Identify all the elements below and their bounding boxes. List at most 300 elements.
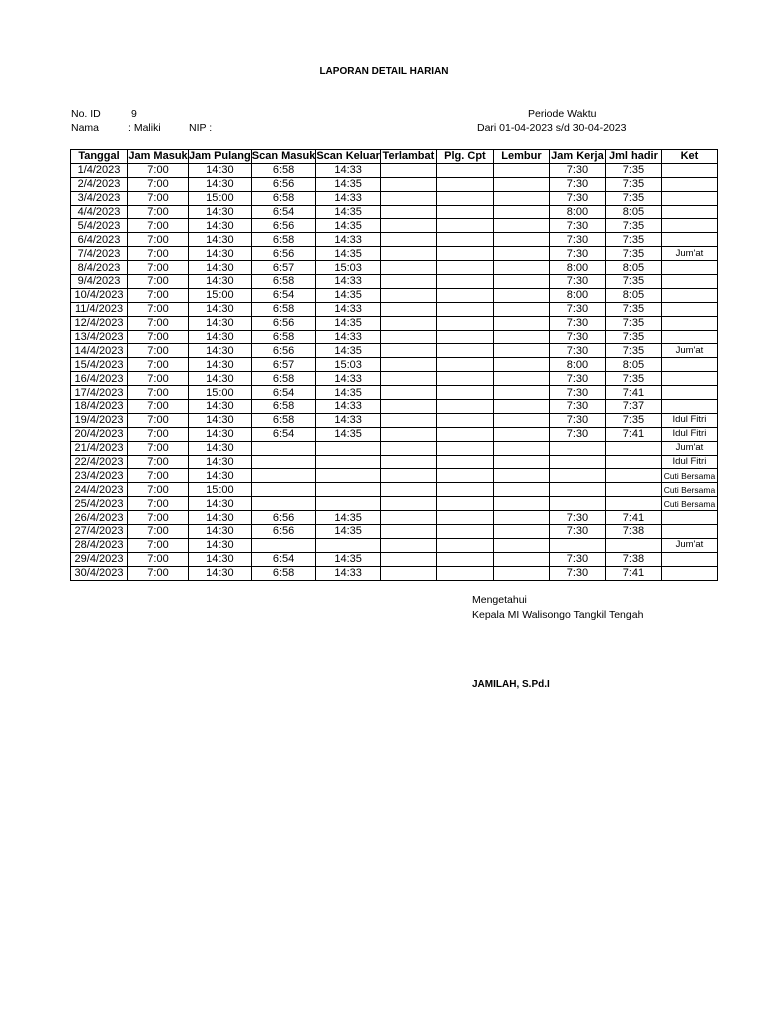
cell-jam-pulang: 14:30: [189, 316, 252, 330]
cell-ket: [661, 372, 717, 386]
report-title: LAPORAN DETAIL HARIAN: [319, 66, 449, 77]
cell-jml-hadir: 7:38: [605, 525, 661, 539]
table-row: [71, 316, 718, 330]
table-row: [71, 566, 718, 580]
col-header-lembur: Lembur: [493, 150, 549, 164]
cell-jam-kerja: 8:00: [549, 358, 605, 372]
cell-scan-keluar: 14:33: [316, 163, 381, 177]
cell-jam-pulang: 14:30: [189, 219, 252, 233]
cell-jam-masuk: 7:00: [128, 247, 189, 261]
cell-lembur: [493, 441, 549, 455]
cell-terlambat: [380, 163, 436, 177]
cell-jam-masuk: 7:00: [128, 205, 189, 219]
cell-terlambat: [380, 511, 436, 525]
cell-scan-keluar: 14:33: [316, 191, 381, 205]
cell-tanggal: 15/4/2023: [71, 358, 128, 372]
cell-scan-keluar: 14:33: [316, 372, 381, 386]
cell-plg-cpt: [436, 538, 493, 552]
cell-tanggal: 16/4/2023: [71, 372, 128, 386]
cell-jam-kerja: 7:30: [549, 233, 605, 247]
col-header-terlambat: Terlambat: [380, 150, 436, 164]
cell-ket: [661, 163, 717, 177]
cell-scan-masuk: 6:58: [251, 372, 316, 386]
cell-jam-masuk: 7:00: [128, 427, 189, 441]
cell-jam-kerja: 7:30: [549, 400, 605, 414]
cell-jam-kerja: 7:30: [549, 177, 605, 191]
cell-jam-pulang: 14:30: [189, 344, 252, 358]
signature-position: Kepala MI Walisongo Tangkil Tengah: [472, 609, 644, 621]
cell-tanggal: 26/4/2023: [71, 511, 128, 525]
cell-tanggal: 20/4/2023: [71, 427, 128, 441]
cell-terlambat: [380, 344, 436, 358]
cell-plg-cpt: [436, 511, 493, 525]
table-row: [71, 372, 718, 386]
cell-plg-cpt: [436, 400, 493, 414]
cell-tanggal: 18/4/2023: [71, 400, 128, 414]
cell-terlambat: [380, 441, 436, 455]
cell-scan-masuk: 6:58: [251, 413, 316, 427]
cell-tanggal: 27/4/2023: [71, 525, 128, 539]
cell-plg-cpt: [436, 358, 493, 372]
cell-terlambat: [380, 191, 436, 205]
cell-jml-hadir: 7:35: [605, 247, 661, 261]
cell-tanggal: 12/4/2023: [71, 316, 128, 330]
cell-lembur: [493, 205, 549, 219]
cell-jam-masuk: 7:00: [128, 358, 189, 372]
cell-tanggal: 17/4/2023: [71, 386, 128, 400]
col-header-jml-hadir: Jml hadir: [605, 150, 661, 164]
table-row: [71, 497, 718, 511]
cell-terlambat: [380, 386, 436, 400]
cell-terlambat: [380, 525, 436, 539]
cell-lembur: [493, 330, 549, 344]
cell-jml-hadir: 7:38: [605, 552, 661, 566]
cell-lembur: [493, 552, 549, 566]
table-row: [71, 455, 718, 469]
cell-lembur: [493, 525, 549, 539]
cell-jam-pulang: 14:30: [189, 441, 252, 455]
cell-jml-hadir: 7:35: [605, 275, 661, 289]
cell-scan-keluar: 14:35: [316, 219, 381, 233]
cell-jam-masuk: 7:00: [128, 288, 189, 302]
period-value: Dari 01-04-2023 s/d 30-04-2023: [477, 122, 627, 134]
cell-ket: [661, 177, 717, 191]
cell-terlambat: [380, 288, 436, 302]
cell-lembur: [493, 163, 549, 177]
cell-scan-keluar: 14:33: [316, 302, 381, 316]
cell-scan-masuk: 6:54: [251, 427, 316, 441]
cell-jam-masuk: 7:00: [128, 469, 189, 483]
cell-tanggal: 30/4/2023: [71, 566, 128, 580]
cell-jam-masuk: 7:00: [128, 483, 189, 497]
cell-jam-masuk: 7:00: [128, 344, 189, 358]
cell-plg-cpt: [436, 497, 493, 511]
cell-tanggal: 24/4/2023: [71, 483, 128, 497]
table-row: [71, 233, 718, 247]
cell-jml-hadir: 7:35: [605, 413, 661, 427]
cell-lembur: [493, 191, 549, 205]
cell-ket: [661, 511, 717, 525]
cell-tanggal: 4/4/2023: [71, 205, 128, 219]
cell-jam-kerja: 7:30: [549, 511, 605, 525]
cell-jml-hadir: 7:35: [605, 372, 661, 386]
cell-jml-hadir: 7:41: [605, 386, 661, 400]
table-row: [71, 386, 718, 400]
cell-ket: Idul Fitri: [661, 413, 717, 427]
cell-scan-masuk: 6:58: [251, 566, 316, 580]
cell-terlambat: [380, 538, 436, 552]
cell-scan-keluar: 14:35: [316, 316, 381, 330]
cell-tanggal: 3/4/2023: [71, 191, 128, 205]
cell-plg-cpt: [436, 233, 493, 247]
table-row: [71, 358, 718, 372]
cell-lembur: [493, 427, 549, 441]
cell-jam-pulang: 14:30: [189, 511, 252, 525]
cell-jam-pulang: 14:30: [189, 330, 252, 344]
cell-jml-hadir: 7:41: [605, 511, 661, 525]
cell-plg-cpt: [436, 302, 493, 316]
cell-lembur: [493, 344, 549, 358]
cell-ket: [661, 358, 717, 372]
cell-jam-kerja: 7:30: [549, 386, 605, 400]
col-header-jam-masuk: Jam Masuk: [128, 150, 188, 163]
cell-jam-masuk: 7:00: [128, 261, 189, 275]
cell-jam-kerja: 8:00: [549, 261, 605, 275]
cell-jam-pulang: 14:30: [189, 163, 252, 177]
cell-ket: [661, 233, 717, 247]
cell-jam-pulang: 14:30: [189, 177, 252, 191]
cell-lembur: [493, 177, 549, 191]
cell-jam-pulang: 14:30: [189, 413, 252, 427]
cell-ket: [661, 275, 717, 289]
cell-tanggal: 2/4/2023: [71, 177, 128, 191]
col-header-jam-pulang: Jam Pulang: [189, 150, 251, 163]
cell-jam-pulang: 15:00: [189, 288, 252, 302]
cell-jam-masuk: 7:00: [128, 552, 189, 566]
cell-terlambat: [380, 497, 436, 511]
cell-lembur: [493, 413, 549, 427]
cell-jml-hadir: 7:35: [605, 344, 661, 358]
cell-scan-masuk: 6:54: [251, 552, 316, 566]
cell-jam-pulang: 14:30: [189, 302, 252, 316]
cell-scan-masuk: [251, 483, 316, 497]
cell-ket: Cuti Bersama: [661, 469, 717, 483]
cell-jam-pulang: 14:30: [189, 233, 252, 247]
cell-ket: Jum'at: [661, 441, 717, 455]
cell-jam-pulang: 14:30: [189, 469, 252, 483]
cell-scan-masuk: [251, 538, 316, 552]
cell-terlambat: [380, 358, 436, 372]
cell-terlambat: [380, 233, 436, 247]
cell-scan-masuk: 6:56: [251, 177, 316, 191]
cell-plg-cpt: [436, 441, 493, 455]
cell-terlambat: [380, 261, 436, 275]
cell-scan-keluar: 14:35: [316, 386, 381, 400]
cell-jam-masuk: 7:00: [128, 413, 189, 427]
cell-scan-keluar: 14:35: [316, 511, 381, 525]
cell-plg-cpt: [436, 552, 493, 566]
cell-jam-kerja: 7:30: [549, 344, 605, 358]
table-row: [71, 400, 718, 414]
cell-plg-cpt: [436, 177, 493, 191]
table-row: [71, 288, 718, 302]
cell-terlambat: [380, 219, 436, 233]
cell-lembur: [493, 400, 549, 414]
cell-scan-masuk: [251, 469, 316, 483]
cell-jam-kerja: 7:30: [549, 552, 605, 566]
col-header-tanggal: Tanggal: [71, 150, 128, 164]
cell-plg-cpt: [436, 427, 493, 441]
cell-scan-masuk: 6:58: [251, 330, 316, 344]
cell-jam-kerja: [549, 538, 605, 552]
cell-jml-hadir: 8:05: [605, 288, 661, 302]
cell-lembur: [493, 538, 549, 552]
table-row: [71, 525, 718, 539]
cell-tanggal: 14/4/2023: [71, 344, 128, 358]
cell-scan-keluar: 14:35: [316, 247, 381, 261]
cell-tanggal: 19/4/2023: [71, 413, 128, 427]
cell-jam-masuk: 7:00: [128, 441, 189, 455]
cell-jam-pulang: 14:30: [189, 400, 252, 414]
cell-terlambat: [380, 455, 436, 469]
cell-jam-kerja: 7:30: [549, 427, 605, 441]
cell-jam-kerja: 8:00: [549, 288, 605, 302]
cell-jam-masuk: 7:00: [128, 191, 189, 205]
cell-scan-masuk: 6:56: [251, 247, 316, 261]
cell-plg-cpt: [436, 372, 493, 386]
cell-scan-masuk: 6:58: [251, 163, 316, 177]
cell-jml-hadir: 7:41: [605, 427, 661, 441]
cell-ket: [661, 525, 717, 539]
cell-scan-masuk: [251, 455, 316, 469]
col-header-scan-keluar: Scan Keluar: [316, 150, 380, 163]
cell-plg-cpt: [436, 261, 493, 275]
table-row: [71, 275, 718, 289]
cell-scan-keluar: 14:33: [316, 566, 381, 580]
cell-jam-pulang: 14:30: [189, 538, 252, 552]
employee-name-label: Nama: [71, 122, 100, 134]
cell-jam-kerja: 7:30: [549, 191, 605, 205]
cell-scan-masuk: 6:57: [251, 261, 316, 275]
cell-plg-cpt: [436, 163, 493, 177]
cell-jml-hadir: 7:35: [605, 233, 661, 247]
cell-ket: [661, 552, 717, 566]
col-header-ket: Ket: [661, 150, 717, 164]
cell-terlambat: [380, 177, 436, 191]
cell-scan-keluar: [316, 483, 381, 497]
cell-scan-keluar: 14:33: [316, 413, 381, 427]
cell-ket: [661, 191, 717, 205]
cell-lembur: [493, 275, 549, 289]
cell-plg-cpt: [436, 191, 493, 205]
cell-ket: [661, 219, 717, 233]
cell-terlambat: [380, 316, 436, 330]
cell-jam-pulang: 15:00: [189, 386, 252, 400]
cell-jml-hadir: 7:35: [605, 177, 661, 191]
attendance-table: [70, 149, 718, 581]
cell-scan-keluar: 14:35: [316, 205, 381, 219]
cell-plg-cpt: [436, 455, 493, 469]
cell-plg-cpt: [436, 386, 493, 400]
cell-tanggal: 29/4/2023: [71, 552, 128, 566]
cell-lembur: [493, 372, 549, 386]
cell-jam-kerja: [549, 469, 605, 483]
cell-jam-kerja: [549, 441, 605, 455]
cell-ket: [661, 261, 717, 275]
cell-jam-masuk: 7:00: [128, 372, 189, 386]
cell-ket: Jum'at: [661, 538, 717, 552]
cell-jam-kerja: 7:30: [549, 275, 605, 289]
cell-tanggal: 22/4/2023: [71, 455, 128, 469]
cell-ket: Cuti Bersama: [661, 497, 717, 511]
cell-terlambat: [380, 372, 436, 386]
cell-ket: [661, 205, 717, 219]
cell-jam-pulang: 15:00: [189, 483, 252, 497]
cell-jam-pulang: 14:30: [189, 497, 252, 511]
cell-plg-cpt: [436, 344, 493, 358]
cell-terlambat: [380, 413, 436, 427]
cell-scan-keluar: 14:35: [316, 552, 381, 566]
cell-lembur: [493, 288, 549, 302]
cell-scan-masuk: [251, 441, 316, 455]
cell-jam-masuk: 7:00: [128, 566, 189, 580]
cell-tanggal: 28/4/2023: [71, 538, 128, 552]
cell-tanggal: 8/4/2023: [71, 261, 128, 275]
cell-jml-hadir: 7:35: [605, 191, 661, 205]
cell-scan-keluar: 14:35: [316, 344, 381, 358]
cell-jam-pulang: 14:30: [189, 247, 252, 261]
cell-jam-masuk: 7:00: [128, 302, 189, 316]
cell-ket: [661, 400, 717, 414]
cell-tanggal: 7/4/2023: [71, 247, 128, 261]
cell-jam-kerja: 7:30: [549, 525, 605, 539]
cell-tanggal: 11/4/2023: [71, 302, 128, 316]
cell-jam-masuk: 7:00: [128, 386, 189, 400]
cell-terlambat: [380, 552, 436, 566]
cell-terlambat: [380, 400, 436, 414]
cell-jam-masuk: 7:00: [128, 455, 189, 469]
cell-jam-pulang: 15:00: [189, 191, 252, 205]
cell-terlambat: [380, 205, 436, 219]
cell-scan-masuk: 6:54: [251, 288, 316, 302]
cell-tanggal: 25/4/2023: [71, 497, 128, 511]
cell-jam-masuk: 7:00: [128, 330, 189, 344]
cell-jml-hadir: [605, 497, 661, 511]
cell-jam-pulang: 14:30: [189, 205, 252, 219]
cell-scan-keluar: 14:35: [316, 177, 381, 191]
cell-ket: [661, 288, 717, 302]
table-row: [71, 261, 718, 275]
cell-jam-masuk: 7:00: [128, 511, 189, 525]
cell-jam-kerja: 7:30: [549, 330, 605, 344]
cell-lembur: [493, 483, 549, 497]
cell-plg-cpt: [436, 288, 493, 302]
cell-scan-keluar: [316, 469, 381, 483]
cell-scan-masuk: 6:56: [251, 511, 316, 525]
table-header-row: [71, 150, 718, 164]
col-header-jam-kerja: Jam Kerja: [551, 150, 604, 163]
cell-scan-masuk: 6:58: [251, 400, 316, 414]
cell-jam-pulang: 14:30: [189, 566, 252, 580]
table-row: [71, 219, 718, 233]
attendance-table-body: [71, 163, 718, 580]
cell-lembur: [493, 247, 549, 261]
cell-plg-cpt: [436, 219, 493, 233]
cell-jam-pulang: 14:30: [189, 455, 252, 469]
cell-jam-masuk: 7:00: [128, 400, 189, 414]
cell-jml-hadir: [605, 455, 661, 469]
cell-tanggal: 1/4/2023: [71, 163, 128, 177]
cell-lembur: [493, 358, 549, 372]
cell-jam-kerja: 7:30: [549, 316, 605, 330]
table-row: [71, 552, 718, 566]
cell-jam-kerja: [549, 455, 605, 469]
cell-lembur: [493, 469, 549, 483]
cell-ket: Jum'at: [661, 344, 717, 358]
cell-jam-masuk: 7:00: [128, 219, 189, 233]
cell-lembur: [493, 261, 549, 275]
cell-jml-hadir: 7:35: [605, 316, 661, 330]
cell-jam-kerja: 7:30: [549, 413, 605, 427]
table-row: [71, 205, 718, 219]
cell-terlambat: [380, 483, 436, 497]
table-row: [71, 247, 718, 261]
cell-scan-keluar: 14:33: [316, 330, 381, 344]
cell-scan-keluar: [316, 497, 381, 511]
cell-lembur: [493, 566, 549, 580]
table-row: [71, 427, 718, 441]
cell-jam-kerja: 7:30: [549, 219, 605, 233]
cell-jam-masuk: 7:00: [128, 177, 189, 191]
cell-scan-keluar: 14:35: [316, 427, 381, 441]
table-row: [71, 511, 718, 525]
cell-lembur: [493, 497, 549, 511]
cell-jam-pulang: 14:30: [189, 427, 252, 441]
cell-jam-pulang: 14:30: [189, 261, 252, 275]
cell-jam-pulang: 14:30: [189, 372, 252, 386]
employee-id-label: No. ID: [71, 108, 101, 120]
cell-tanggal: 6/4/2023: [71, 233, 128, 247]
cell-plg-cpt: [436, 205, 493, 219]
cell-jam-pulang: 14:30: [189, 525, 252, 539]
cell-ket: Cuti Bersama: [661, 483, 717, 497]
employee-name-value: : Maliki: [128, 122, 161, 134]
cell-scan-keluar: [316, 455, 381, 469]
cell-tanggal: 21/4/2023: [71, 441, 128, 455]
cell-scan-masuk: 6:57: [251, 358, 316, 372]
cell-tanggal: 23/4/2023: [71, 469, 128, 483]
cell-tanggal: 5/4/2023: [71, 219, 128, 233]
employee-nip-label: NIP :: [189, 122, 213, 134]
cell-scan-keluar: 14:33: [316, 233, 381, 247]
cell-jml-hadir: 7:35: [605, 219, 661, 233]
cell-scan-keluar: 14:33: [316, 400, 381, 414]
cell-lembur: [493, 511, 549, 525]
cell-jam-masuk: 7:00: [128, 233, 189, 247]
cell-plg-cpt: [436, 316, 493, 330]
cell-jam-kerja: 8:00: [549, 205, 605, 219]
cell-ket: Idul Fitri: [661, 455, 717, 469]
cell-tanggal: 10/4/2023: [71, 288, 128, 302]
signature-acknowledged: Mengetahui: [472, 594, 527, 606]
col-header-scan-masuk: Scan Masuk: [251, 150, 316, 163]
cell-jam-masuk: 7:00: [128, 497, 189, 511]
cell-plg-cpt: [436, 247, 493, 261]
cell-terlambat: [380, 469, 436, 483]
cell-ket: Jum'at: [661, 247, 717, 261]
cell-plg-cpt: [436, 483, 493, 497]
cell-scan-keluar: [316, 441, 381, 455]
